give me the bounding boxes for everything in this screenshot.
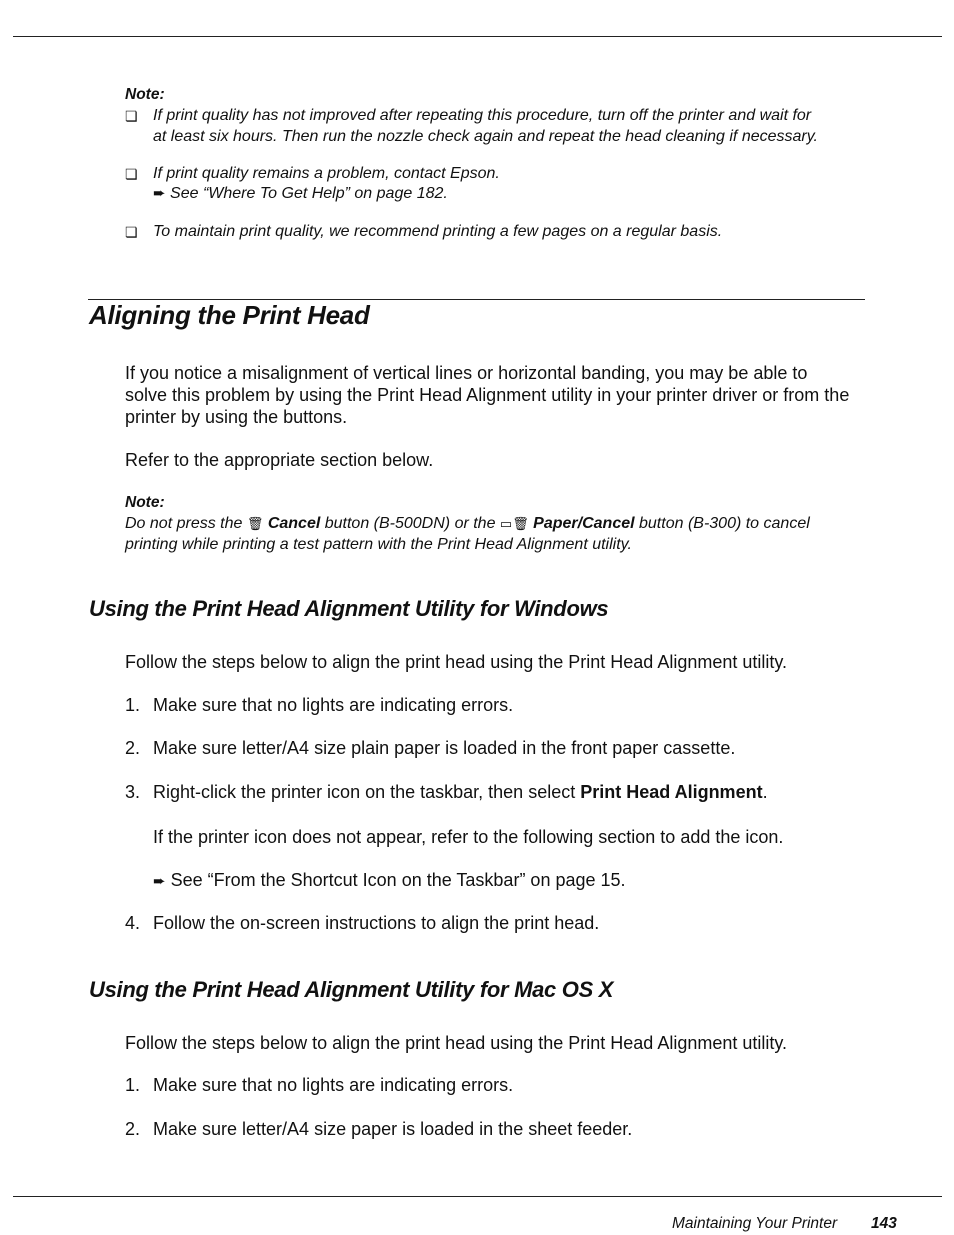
cross-reference-link[interactable]: See “From the Shortcut Icon on the Taskbar” on page 15.: [170, 870, 626, 890]
footer-section-title: Maintaining Your Printer: [672, 1215, 838, 1232]
note-label: Note:: [125, 494, 165, 511]
note-label: Note:: [125, 86, 165, 103]
step-number: 2.: [125, 738, 141, 758]
step-3-link[interactable]: [153, 869, 626, 894]
mac-intro: Follow the steps below to align the print head using the Print Head Alignment utility.: [125, 1033, 788, 1053]
note-line-2: printing while printing a test pattern with the Print Head Alignment utility.: [125, 536, 632, 553]
step-3-subtext: If the printer icon does not appear, refer to the following section to add the icon.: [153, 827, 784, 847]
checkbox-bullet-icon: ❏: [125, 108, 138, 124]
note-item-1-line-2: at least six hours. Then run the nozzle check again and repeat the head cleaning if necessary.: [153, 128, 818, 145]
windows-intro: Follow the steps below to align the print head using the Print Head Alignment utility.: [125, 652, 788, 672]
windows-section-heading: Using the Print Head Alignment Utility for Windows: [89, 596, 609, 621]
note-item-2-link[interactable]: [153, 183, 448, 204]
note-text-post: button (B-300) to cancel: [634, 515, 810, 532]
paper-cancel-icon: ▭🗑: [499, 516, 529, 531]
note-line-1: [125, 513, 810, 534]
footer-rule: [13, 1196, 942, 1197]
intro-line-2: solve this problem by using the Print Head Alignment utility in your printer driver or from the: [125, 385, 850, 405]
section-heading: Aligning the Print Head: [89, 300, 370, 330]
note-item-1-line-1: If print quality has not improved after repeating this procedure, turn off the printer and wait for: [153, 107, 812, 124]
step-text: Follow the on-screen instructions to align the print head.: [153, 913, 600, 933]
page-number: 143: [871, 1215, 897, 1232]
note-item-2-line-1: If print quality remains a problem, contact Epson.: [153, 165, 500, 182]
refer-text: Refer to the appropriate section below.: [125, 450, 434, 470]
step-text: Make sure that no lights are indicating errors.: [153, 695, 514, 715]
checkbox-bullet-icon: ❏: [125, 166, 138, 182]
step-text: Make sure that no lights are indicating errors.: [153, 1075, 514, 1095]
arrow-right-icon: ➨: [153, 873, 166, 890]
step-text: Make sure letter/A4 size plain paper is loaded in the front paper cassette.: [153, 738, 736, 758]
arrow-right-icon: ➨: [153, 185, 166, 202]
step-text: [153, 782, 768, 803]
cross-reference-link[interactable]: See “Where To Get Help” on page 182.: [170, 185, 448, 202]
paper-cancel-button-name: Paper/Cancel: [533, 515, 635, 532]
step-number: 3.: [125, 782, 141, 802]
header-rule: [13, 36, 942, 37]
note-item-3-line-1: To maintain print quality, we recommend printing a few pages on a regular basis.: [153, 223, 723, 240]
menu-item-name: Print Head Alignment: [580, 782, 763, 802]
mac-section-heading: Using the Print Head Alignment Utility for Mac OS X: [89, 977, 614, 1002]
note-text-pre: Do not press the: [125, 515, 247, 532]
intro-line-1: If you notice a misalignment of vertical lines or horizontal banding, you may be able to: [125, 363, 808, 383]
step-number: 2.: [125, 1119, 141, 1139]
step-number: 1.: [125, 1075, 141, 1095]
intro-line-3: printer by using the buttons.: [125, 407, 348, 427]
step-number: 4.: [125, 913, 141, 933]
trash-cancel-icon: 🗑: [246, 516, 264, 531]
note-text-mid: button (B-500DN) or the: [320, 515, 500, 532]
checkbox-bullet-icon: ❏: [125, 224, 138, 240]
cancel-button-name: Cancel: [267, 515, 321, 532]
step-text-post: .: [762, 782, 768, 802]
step-text-pre: Right-click the printer icon on the taskbar, then select: [153, 782, 581, 802]
step-text: Make sure letter/A4 size paper is loaded in the sheet feeder.: [153, 1119, 633, 1139]
step-number: 1.: [125, 695, 141, 715]
